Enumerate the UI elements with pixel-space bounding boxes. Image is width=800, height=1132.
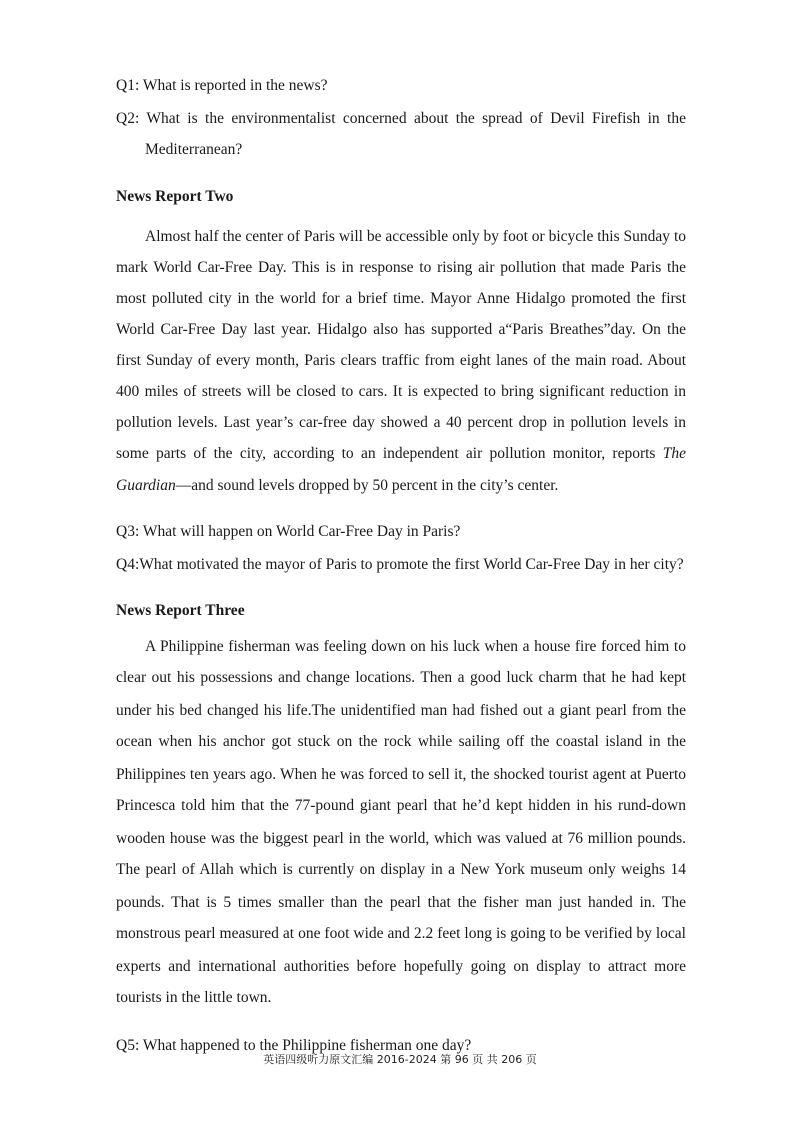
report-three-line: Princesca told him that the 77-pound giant pearl that he’d kept hidden in his rund-down	[116, 797, 686, 814]
report-three-line: A Philippine fisherman was feeling down on his luck when a house fire forced him to	[145, 638, 686, 655]
report-two-line: Almost half the center of Paris will be accessible only by foot or bicycle this Sunday to	[145, 228, 686, 245]
report-two-line: World Car-Free Day last year. Hidalgo also has supported a“Paris Breathes”day. On the	[116, 321, 686, 338]
report-two-line	[116, 476, 558, 496]
newspaper-name-part: The	[662, 445, 687, 462]
report-three-line: monstrous pearl measured at one foot wide and 2.2 feet long is going to be verified by local	[116, 925, 686, 942]
report-two-line-text: —and sound levels dropped by 50 percent in the city’s center.	[175, 477, 559, 494]
report-three-line: experts and international authorities before hopefully going on display to attract more	[116, 958, 686, 975]
footer-text: 英语四级听力原文汇编 2016-2024 第 96 页 共 206 页	[263, 1053, 537, 1066]
report-three-line: wooden house was the biggest pearl in the world, which was valued at 76 million pounds.	[116, 830, 686, 847]
report-three-line: pounds. That is 5 times smaller than the pearl that the fisher man just handed in. The	[116, 894, 686, 911]
page-footer	[0, 1053, 800, 1067]
report-two-line: most polluted city in the world for a brief time. Mayor Anne Hidalgo promoted the first	[116, 290, 686, 307]
report-two-line: first Sunday of every month, Paris clears traffic from eight lanes of the main road. About	[116, 352, 686, 369]
report-two-line: 400 miles of streets will be closed to cars. It is expected to bring significant reduction in	[116, 383, 686, 400]
report-two-line	[116, 444, 686, 464]
report-three-line: The pearl of Allah which is currently on display in a New York museum only weighs 14	[116, 861, 686, 878]
question-2: Q2: What is the environmentalist concerned about the spread of Devil Firefish in the	[116, 110, 686, 127]
question-4: Q4:What motivated the mayor of Paris to promote the first World Car-Free Day in her city?	[116, 556, 684, 573]
report-three-line: ocean when his anchor got stuck on the rock while sailing off the coastal island in the	[116, 733, 686, 750]
report-three-line: tourists in the little town.	[116, 989, 272, 1006]
report-three-line: under his bed changed his life.The unidentified man had fished out a giant pearl from the	[116, 702, 686, 719]
question-3: Q3: What will happen on World Car-Free Day in Paris?	[116, 523, 461, 540]
report-two-line: pollution levels. Last year’s car-free day showed a 40 percent drop in pollution levels in	[116, 414, 686, 431]
newspaper-name-part: Guardian	[116, 477, 176, 494]
report-three-line: clear out his possessions and change locations. Then a good luck charm that he had kept	[116, 669, 686, 686]
news-report-three-heading: News Report Three	[116, 602, 245, 619]
news-report-two-heading: News Report Two	[116, 188, 234, 205]
report-two-line-text: some parts of the city, according to an independent air pollution monitor, reports	[116, 445, 656, 462]
question-2-continued: Mediterranean?	[145, 141, 243, 158]
question-1: Q1: What is reported in the news?	[116, 77, 328, 94]
report-two-line: mark World Car-Free Day. This is in response to rising air pollution that made Paris the	[116, 259, 686, 276]
report-three-line: Philippines ten years ago. When he was forced to sell it, the shocked tourist agent at Puerto	[116, 766, 686, 783]
question-5: Q5: What happened to the Philippine fisherman one day?	[116, 1037, 472, 1054]
